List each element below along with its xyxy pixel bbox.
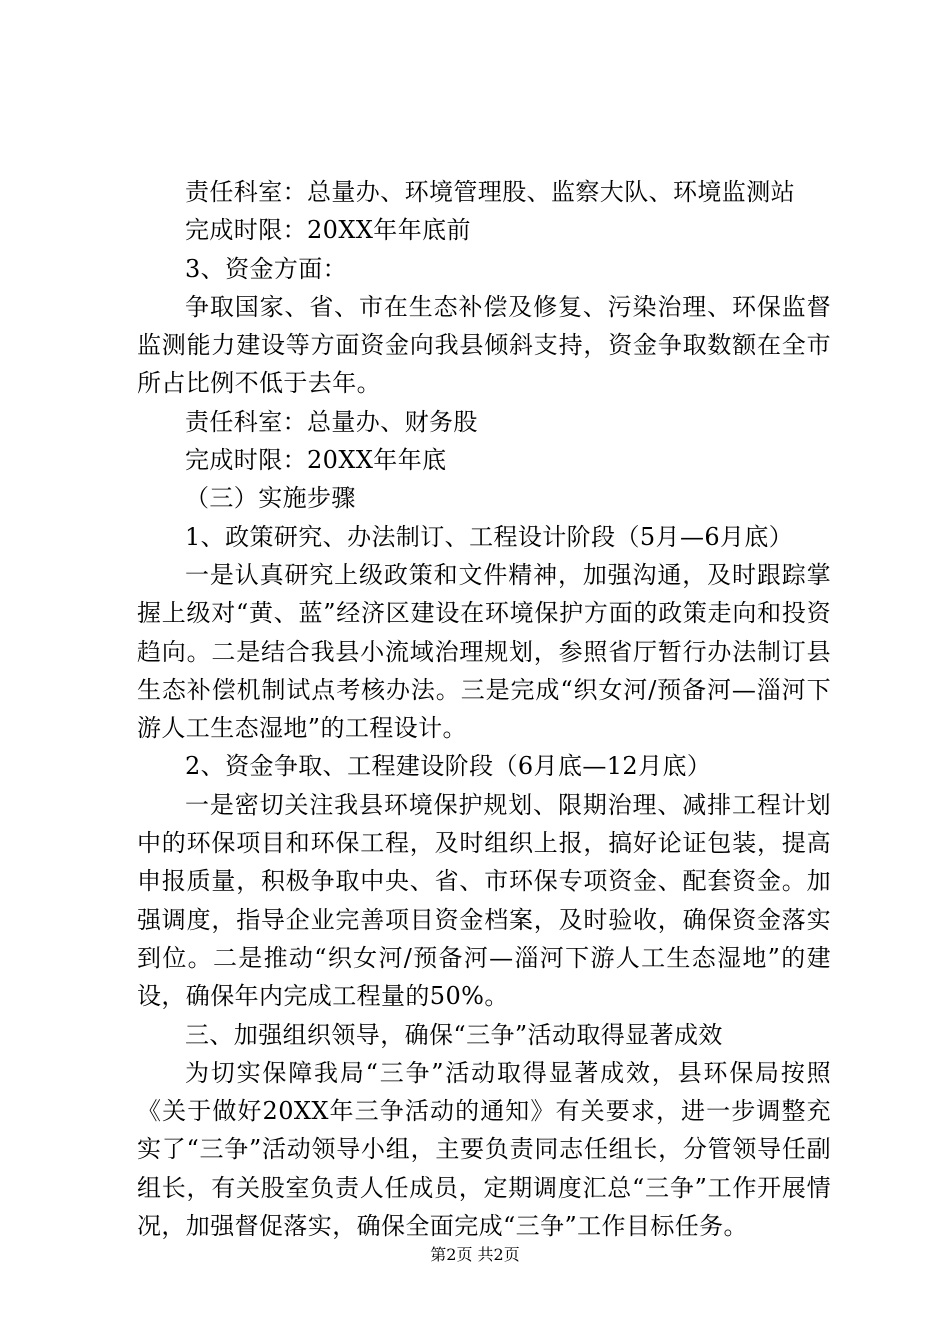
- paragraph-responsible-office-2: 责任科室：总量办、财务股: [185, 407, 478, 436]
- page-number-label: 第2页 共2页: [430, 1245, 520, 1264]
- paragraph-step-1-heading: 1、政策研究、办法制订、工程设计阶段（5月—6月底）: [185, 522, 794, 551]
- paragraph-section-3-heading: 三、加强组织领导，确保“三争”活动取得显著成效: [185, 1020, 723, 1049]
- paragraph-step-1-body: 一是认真研究上级政策和文件精神，加强沟通，及时跟踪掌握上级对“黄、蓝”经济区建设在环境保护方面的政策走向和投资趋向。二是结合我县小流域治理规划，参照省厅暂行办法制订县生态补偿机制试点考核办法。三是完成“织女河/预备河—淄河下游人工生态湿地”的工程设计。: [137, 560, 831, 743]
- paragraph-step-2-heading: 2、资金争取、工程建设阶段（6月底—12月底）: [185, 752, 712, 781]
- paragraph-section-3-body: 为切实保障我局“三争”活动取得显著成效，县环保局按照《关于做好20XX年三争活动的通知》有关要求，进一步调整充实了“三争”活动领导小组，主要负责同志任组长，分管领导任副组长，有关股室负责人任成员，定期调度汇总“三争”工作开展情况，加强督促落实，确保全面完成“三争”工作目标任务。: [137, 1058, 831, 1241]
- paragraph-implementation-steps-heading: （三）实施步骤: [185, 484, 356, 513]
- paragraph-responsible-office-1: 责任科室：总量办、环境管理股、监察大队、环境监测站: [185, 178, 795, 206]
- paragraph-step-2-body: 一是密切关注我县环境保护规划、限期治理、减排工程计划中的环保项目和环保工程，及时组织上报，搞好论证包装，提高申报质量，积极争取中央、省、市环保专项资金、配套资金。加强调度，指导企业完善项目资金档案，及时验收，确保资金落实到位。二是推动“织女河/预备河—淄河下游人工生态湿地”的建设，确保年内完成工程量的50%。: [137, 790, 831, 1011]
- paragraph-funding-heading: 3、资金方面：: [185, 254, 348, 283]
- paragraph-deadline-2: 完成时限：20XX年年底: [185, 446, 447, 475]
- document-body: [137, 173, 831, 1245]
- paragraph-funding-body: 争取国家、省、市在生态补偿及修复、污染治理、环保监督监测能力建设等方面资金向我县倾斜支持，资金争取数额在全市所占比例不低于去年。: [137, 292, 831, 398]
- page-footer: [0, 1244, 950, 1266]
- paragraph-deadline-1: 完成时限：20XX年年底前: [185, 216, 471, 245]
